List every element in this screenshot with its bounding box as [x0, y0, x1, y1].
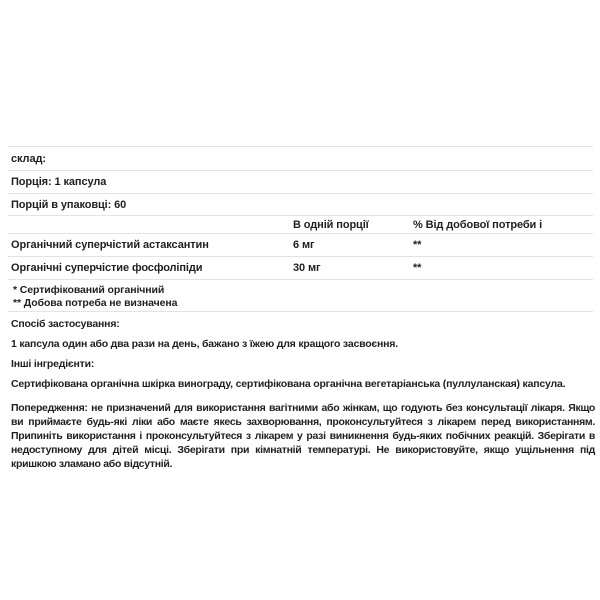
- ingredient-daily-value: **: [413, 262, 422, 274]
- ingredient-name: Органічні суперчістие фосфоліпіди: [11, 262, 203, 274]
- usage-text: 1 капсула один або два рази на день, бажано з їжею для кращого засвоєння.: [11, 338, 398, 350]
- composition-label: склад:: [11, 152, 46, 165]
- daily-value-header: % Від добової потреби і: [413, 218, 543, 231]
- servings-per-container-row: [8, 194, 593, 216]
- serving-size-row: [8, 171, 593, 194]
- ingredient-row-astaxanthin: [8, 234, 593, 257]
- ingredient-row-phospholipids: [8, 257, 593, 280]
- ingredient-amount: 30 мг: [293, 262, 321, 274]
- usage-title: Спосіб застосування:: [11, 318, 120, 330]
- other-ingredients-title: Інші інгредієнти:: [11, 358, 95, 370]
- amount-per-serving-header: В одній порції: [293, 218, 369, 231]
- ingredient-name: Органічний суперчістий астаксантин: [11, 239, 209, 251]
- servings-per-container-label: Порцій в упаковці: 60: [11, 198, 127, 211]
- ingredient-daily-value: **: [413, 239, 422, 251]
- footnotes-block: [8, 280, 593, 312]
- table-header-row: [8, 216, 593, 234]
- footnote-dv-not-established: ** Добова потреба не визначена: [13, 297, 178, 309]
- supplement-facts-panel: [8, 146, 593, 471]
- composition-row: [8, 147, 593, 171]
- ingredient-amount: 6 мг: [293, 239, 315, 251]
- serving-size-label: Порція: 1 капсула: [11, 176, 107, 188]
- other-ingredients-text: Сертифікована органічна шкірка винограду, сертифікована органічна вегетаріанська (пуллуланская) капсула.: [11, 378, 566, 390]
- warning-text: Попередження: не призначений для використання вагітними або жінкам, що годують без консультації лікаря. Якщо ви приймаєте будь-які ліки або маєте якесь захворювання, проконсультуйтеся з лікарем перед використанням. Припиніть використання і проконсультуйтеся з лікарем у разі виникнення будь-яких побічних реакцій. Зберігати в недоступному для дітей місці. Зберігати при кімнатній температурі. Не використовуйте, якщо ущільнення під кришкою зламано або відсутній.: [11, 402, 595, 470]
- footnote-certified-organic: * Сертифікований органічний: [13, 284, 165, 296]
